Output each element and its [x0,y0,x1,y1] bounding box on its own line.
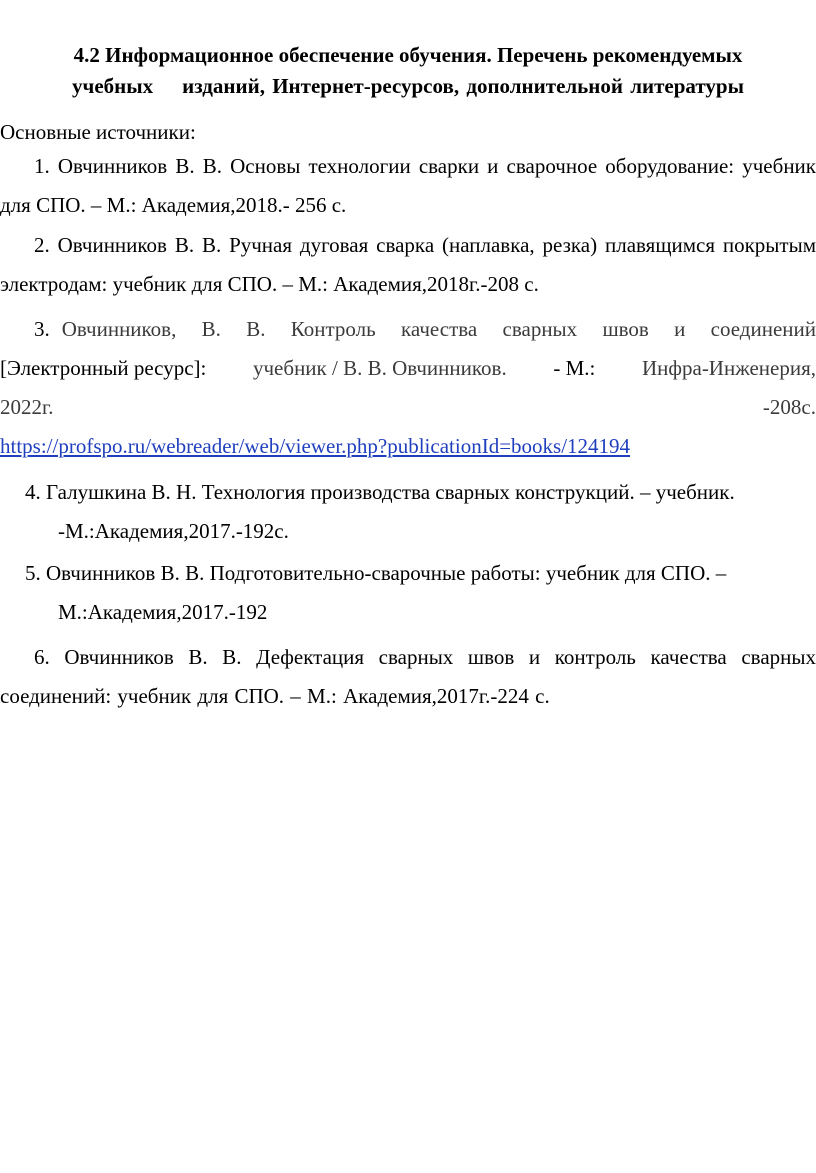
section-heading [0,40,816,102]
reference-3-publisher: Инфра-Инженерия, [641,356,816,380]
reference-4: 4. Галушкина В. Н. Технология производства сварных конструкций. – учебник. -М.:Академия,2017.-192с. [25,480,735,543]
reference-3 [0,310,816,466]
reference-3-link[interactable]: https://profspo.ru/webreader/web/viewer.php?publicationId=books/124194 [0,434,631,458]
reference-3-year: 2022г. [0,395,54,419]
reference-3-author-title: Овчинников, В. В. Контроль качества сварных швов и соединений [61,317,816,341]
heading-line-2: учебных изданий, Интернет-ресурсов, дополнительной литературы [71,74,744,98]
reference-3-number: 3. [34,317,50,341]
reference-6: 6. Овчинников В. В. Дефектация сварных швов и контроль качества сварных соединений: учебник для СПО. – М.: Академия,2017г.-224 с. [0,645,816,708]
reference-1: 1. Овчинников В. В. Основы технологии сварки и сварочное оборудование: учебник для СПО. – М.: Академия,2018.- 256 с. [0,154,816,217]
reference-3-place: - М.: [553,356,596,380]
reference-3-tail: учебник / В. В. Овчинников. [253,356,507,380]
heading-line-1: 4.2 Информационное обеспечение обучения. Перечень рекомендуемых [73,43,743,67]
main-sources-label: Основные источники: [0,120,196,144]
reference-3-pages: -208с. [762,395,816,419]
reference-3-resource: [Электронный ресурс]: [0,356,207,380]
reference-2: 2. Овчинников В. В. Ручная дуговая сварка (наплавка, резка) плавящимся покрытым электродам: учебник для СПО. – М.: Академия,2018г.-208 с. [0,233,816,296]
reference-5: 5. Овчинников В. В. Подготовительно-сварочные работы: учебник для СПО. –М.:Академия,2017.-192 [25,561,727,624]
